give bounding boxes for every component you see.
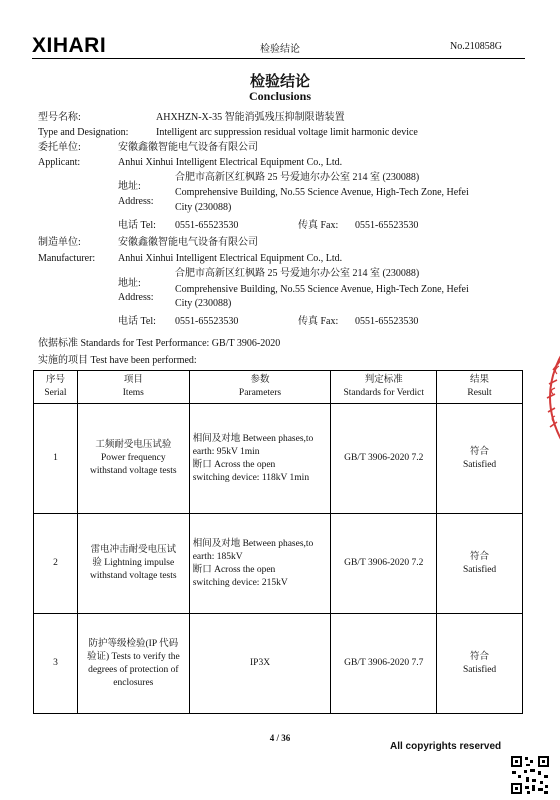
row-serial: 1 [34, 404, 78, 514]
report-number: No.210858G [450, 41, 502, 52]
manufacturer-address-en-line1: Comprehensive Building, No.55 Science Avenue, High-Tech Zone, Hefei [175, 284, 469, 295]
type-label-zh: 型号名称: [38, 112, 81, 123]
applicant-name-zh: 安徽鑫徽智能电气设备有限公司 [118, 142, 258, 153]
type-value-en: Intelligent arc suppression residual voltage limit harmonic device [156, 127, 418, 138]
manufacturer-name-en: Anhui Xinhui Intelligent Electrical Equipment Co., Ltd. [118, 253, 343, 264]
row-parameters: 相间及对地 Between phases,to earth: 95kV 1min 断口 Across the open switching device: 118kV 1min [189, 404, 331, 514]
row-result: 符合 Satisfied [437, 514, 523, 614]
copyright-notice: All copyrights reserved [390, 741, 502, 752]
applicant-label-zh: 委托单位: [38, 142, 81, 153]
applicant-fax-label: 传真 Fax: [298, 220, 339, 231]
table-row [34, 404, 523, 514]
row-item: 防护等级检验(IP 代码 验证) Tests to verify the degrees of protection of enclosures [77, 614, 189, 714]
row-parameters: IP3X [189, 614, 331, 714]
row-item: 工频耐受电压试验 Power frequency withstand voltage tests [77, 404, 189, 514]
manufacturer-fax: 0551-65523530 [355, 316, 419, 327]
manufacturer-name-zh: 安徽鑫徽智能电气设备有限公司 [118, 237, 258, 248]
manufacturer-address-label-en: Address: [118, 292, 154, 303]
header-result: 结果 Result [437, 371, 523, 404]
page-title-en: Conclusions [248, 89, 312, 103]
conclusions-table [33, 370, 523, 714]
manufacturer-address-en-line2: City (230088) [175, 298, 232, 309]
header-divider [32, 58, 525, 59]
header-standards: 判定标准 Standards for Verdict [331, 371, 437, 404]
applicant-address-en-line2: City (230088) [175, 202, 232, 213]
applicant-address-en-line1: Comprehensive Building, No.55 Science Avenue, High-Tech Zone, Hefei [175, 187, 469, 198]
row-result: 符合 Satisfied [437, 614, 523, 714]
row-standard: GB/T 3906-2020 7.2 [331, 404, 437, 514]
row-serial: 3 [34, 614, 78, 714]
header-serial: 序号 Serial [34, 371, 78, 404]
header-section-title: 检验结论 [260, 44, 300, 55]
page-number: 4 / 36 [269, 733, 291, 743]
manufacturer-address-label-zh: 地址: [118, 278, 141, 289]
standards-text: 依据标准 Standards for Test Performance: GB/T 3906-2020 [38, 338, 281, 349]
row-parameters: 相间及对地 Between phases,to earth: 185kV 断口 Across the open switching device: 215kV [189, 514, 331, 614]
row-serial: 2 [34, 514, 78, 614]
manufacturer-tel: 0551-65523530 [175, 316, 239, 327]
manufacturer-label-en: Manufacturer: [38, 253, 96, 264]
header-items: 项目 Items [77, 371, 189, 404]
type-model-zh: AHXHZN-X-35 智能消弧残压抑制限谐装置 [156, 112, 345, 123]
applicant-address-label-zh: 地址: [118, 181, 141, 192]
applicant-address-zh: 合肥市高新区红枫路 25 号爱迪尔办公室 214 室 (230088) [175, 172, 420, 183]
row-standard: GB/T 3906-2020 7.2 [331, 514, 437, 614]
applicant-label-en: Applicant: [38, 157, 81, 168]
row-standard: GB/T 3906-2020 7.7 [331, 614, 437, 714]
inspection-seal-stamp [533, 350, 560, 445]
applicant-tel: 0551-65523530 [175, 220, 239, 231]
manufacturer-address-zh: 合肥市高新区红枫路 25 号爱迪尔办公室 214 室 (230088) [175, 268, 420, 279]
table-row [34, 614, 523, 714]
tests-performed-label: 实施的项目 Test have been performed: [38, 355, 197, 366]
row-item: 雷电冲击耐受电压试 验 Lightning impulse withstand voltage tests [77, 514, 189, 614]
type-label-en: Type and Designation: [38, 127, 129, 138]
applicant-tel-label: 电话 Tel: [118, 220, 156, 231]
company-logo: XIHARI [32, 34, 107, 57]
page-title-zh: 检验结论 [249, 74, 310, 90]
applicant-address-label-en: Address: [118, 196, 154, 207]
applicant-name-en: Anhui Xinhui Intelligent Electrical Equipment Co., Ltd. [118, 157, 343, 168]
manufacturer-fax-label: 传真 Fax: [298, 316, 339, 327]
row-result: 符合 Satisfied [437, 404, 523, 514]
manufacturer-label-zh: 制造单位: [38, 237, 81, 248]
manufacturer-tel-label: 电话 Tel: [118, 316, 156, 327]
table-row [34, 514, 523, 614]
qr-code-icon [510, 755, 550, 795]
table-header-row [34, 371, 523, 404]
header-parameters: 参数 Parameters [189, 371, 331, 404]
applicant-fax: 0551-65523530 [355, 220, 419, 231]
